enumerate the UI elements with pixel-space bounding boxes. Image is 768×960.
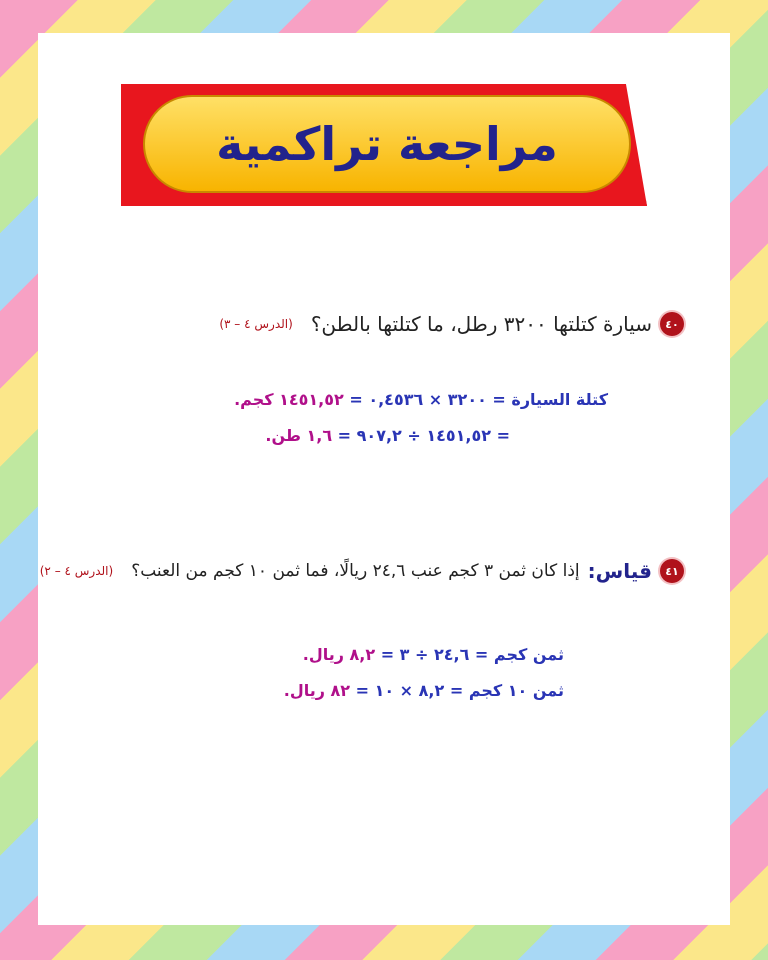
question-text: إذا كان ثمن ٣ كجم عنب ٢٤,٦ ريالًا، فما ثمن ١٠ كجم من العنب؟ xyxy=(131,561,580,581)
answer-result: ١,٦ طن. xyxy=(265,426,333,445)
answer-41-line-1 xyxy=(303,645,564,664)
question-number-badge: ٤٠ xyxy=(660,312,684,336)
answer-40-line-1 xyxy=(234,390,608,409)
question-41 xyxy=(40,559,684,583)
answer-expression: ثمن كجم = ٢٤,٦ ÷ ٣ = xyxy=(375,645,564,664)
question-40 xyxy=(219,312,684,336)
title-banner xyxy=(121,82,647,208)
question-number-badge: ٤١ xyxy=(660,559,684,583)
question-text: سيارة كتلتها ٣٢٠٠ رطل، ما كتلتها بالطن؟ xyxy=(310,312,652,336)
answer-41-line-2 xyxy=(284,681,564,700)
page-title: مراجعة تراكمية xyxy=(216,117,558,171)
answer-result: ١٤٥١,٥٢ كجم. xyxy=(234,390,344,409)
answer-result: ٨,٢ ريال. xyxy=(302,645,376,664)
answer-expression: ثمن ١٠ كجم = ٨,٢ × ١٠ = xyxy=(350,681,564,700)
lesson-reference: (الدرس ٤ – ٣) xyxy=(219,317,293,331)
lesson-reference: (الدرس ٤ – ٢) xyxy=(39,564,114,578)
answer-expression: = ١٤٥١,٥٢ ÷ ٩٠٧,٢ = xyxy=(332,426,510,445)
answer-expression: كتلة السيارة = ٣٢٠٠ × ٠,٤٥٣٦ = xyxy=(343,390,608,409)
answer-result: ٨٢ ريال. xyxy=(283,681,351,700)
answer-40-line-2 xyxy=(265,426,510,445)
question-category-label: قياس: xyxy=(587,559,652,583)
